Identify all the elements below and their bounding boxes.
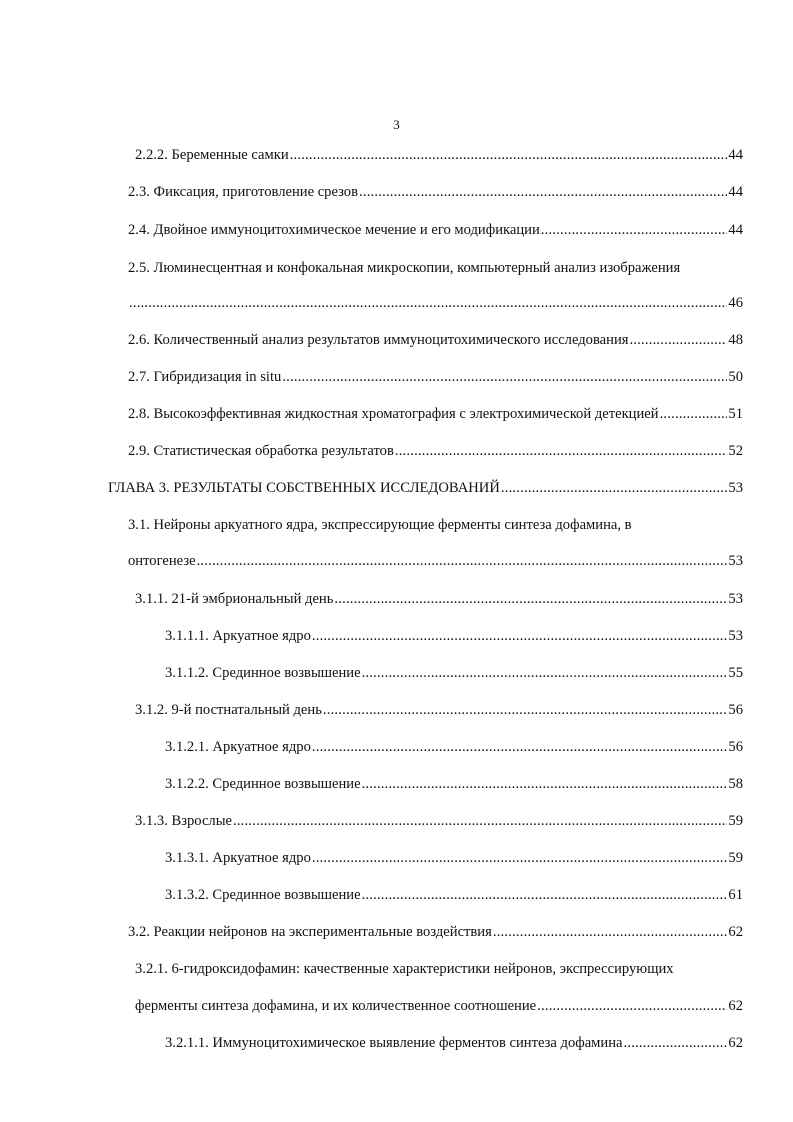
toc-entry-page: 52 <box>728 443 743 459</box>
toc-entry-page: 59 <box>728 850 743 866</box>
toc-entry-page: 44 <box>728 184 743 200</box>
toc-entry-label: 3.1.2.2. Срединное возвышение <box>165 776 361 792</box>
toc-entry-page: 61 <box>728 887 743 903</box>
toc-leader-dots <box>282 365 727 389</box>
toc-entry-page: 62 <box>728 1035 743 1051</box>
toc-entry-page: 44 <box>728 222 743 238</box>
toc-entry-page: 53 <box>728 628 743 644</box>
toc-entry-label: ферменты синтеза дофамина, и их количественное соотношение <box>135 998 537 1014</box>
toc-entry[interactable] <box>135 143 743 167</box>
toc-entry-label[interactable]: 2.5. Люминесцентная и конфокальная микроскопии, компьютерный анализ изображения <box>128 260 681 276</box>
toc-entry[interactable] <box>165 772 743 796</box>
toc-entry[interactable] <box>128 920 743 944</box>
toc-entry[interactable] <box>165 624 743 648</box>
toc-entry-label: 3.1.1. 21-й эмбриональный день <box>135 591 334 607</box>
toc-entry-page: 53 <box>728 591 743 607</box>
toc-entry-page: 53 <box>728 480 743 496</box>
toc-entry-label: 2.8. Высокоэффективная жидкостная хроматография с электрохимической детекцией <box>128 406 659 422</box>
toc-entry[interactable] <box>128 402 743 426</box>
toc-entry-page: 44 <box>728 147 743 163</box>
toc-leader-dots <box>312 846 728 870</box>
toc-leader-dots <box>290 143 728 167</box>
toc-entry-label: 3.1.3.1. Аркуатное ядро <box>165 850 311 866</box>
toc-leader-dots <box>129 291 727 315</box>
toc-leader-dots <box>395 439 728 463</box>
toc-entry-page: 46 <box>728 295 743 311</box>
toc-entry-label: 3.1.3. Взрослые <box>135 813 232 829</box>
toc-entry[interactable] <box>135 994 743 1018</box>
toc-entry[interactable] <box>128 218 743 242</box>
toc-entry[interactable] <box>165 883 743 907</box>
toc-entry-page: 53 <box>728 553 743 569</box>
toc-leader-dots <box>624 1031 728 1055</box>
toc-entry-page: 51 <box>728 406 743 422</box>
toc-entry-label[interactable]: 3.2.1. 6-гидроксидофамин: качественные характеристики нейронов, экспрессирующих <box>135 961 674 977</box>
toc-entry-label: 3.2. Реакции нейронов на экспериментальные воздействия <box>128 924 492 940</box>
toc-leader-dots <box>334 587 727 611</box>
toc-entry[interactable] <box>135 809 743 833</box>
toc-entry-label: 2.7. Гибридизация in situ <box>128 369 282 385</box>
toc-chapter-label: ГЛАВА 3. РЕЗУЛЬТАТЫ СОБСТВЕННЫХ ИССЛЕДОВАНИЙ <box>108 480 500 496</box>
toc-leader-dots <box>501 476 728 500</box>
toc-entry-label: 2.6. Количественный анализ результатов иммуноцитохимического исследования <box>128 332 629 348</box>
toc-entry-label: 2.2.2. Беременные самки <box>135 147 289 163</box>
toc-entry-label: 3.1.1.1. Аркуатное ядро <box>165 628 311 644</box>
toc-entry-label: онтогенезе <box>128 553 196 569</box>
toc-entry-page: 59 <box>728 813 743 829</box>
toc-entry-page: 50 <box>728 369 743 385</box>
toc-leader-dots <box>537 994 727 1018</box>
toc-entry[interactable] <box>108 476 743 500</box>
toc-entry-label: 2.9. Статистическая обработка результатов <box>128 443 394 459</box>
toc-entry[interactable] <box>128 439 743 463</box>
toc-leader-dots <box>312 735 728 759</box>
toc-entry[interactable] <box>128 365 743 389</box>
toc-entry[interactable] <box>135 698 743 722</box>
toc-leader-dots <box>660 402 728 426</box>
toc-leader-dots <box>362 883 728 907</box>
toc-entry[interactable] <box>135 587 743 611</box>
toc-entry[interactable] <box>128 549 743 573</box>
toc-entry[interactable] <box>165 661 743 685</box>
toc-entry[interactable] <box>165 846 743 870</box>
toc-entry-page: 58 <box>728 776 743 792</box>
toc-entry[interactable] <box>128 328 743 352</box>
toc-entry[interactable] <box>128 180 743 204</box>
toc-entry-page: 62 <box>728 998 743 1014</box>
toc-entry-label: 3.1.2.1. Аркуатное ядро <box>165 739 311 755</box>
toc-leader-dots <box>312 624 728 648</box>
toc-entry-page: 56 <box>728 702 743 718</box>
toc-leader-dots <box>541 218 728 242</box>
toc-entry-label[interactable]: 3.1. Нейроны аркуатного ядра, экспрессирующие ферменты синтеза дофамина, в <box>128 517 632 533</box>
toc-entry-label: 3.1.3.2. Срединное возвышение <box>165 887 361 903</box>
toc-leader-dots <box>362 661 728 685</box>
toc-entry-page: 62 <box>728 924 743 940</box>
toc-entry-page: 56 <box>728 739 743 755</box>
toc-entry[interactable] <box>165 1031 743 1055</box>
toc-leader-dots <box>233 809 727 833</box>
toc-leader-dots <box>323 698 728 722</box>
toc-leader-dots <box>493 920 728 944</box>
toc-entry[interactable] <box>128 291 743 315</box>
toc-entry-label: 2.4. Двойное иммуноцитохимическое мечение и его модификации <box>128 222 540 238</box>
toc-entry-label: 3.1.1.2. Срединное возвышение <box>165 665 361 681</box>
toc-entry-label: 3.2.1.1. Иммуноцитохимическое выявление ферментов синтеза дофамина <box>165 1035 623 1051</box>
toc-leader-dots <box>629 328 727 352</box>
toc-leader-dots <box>362 772 728 796</box>
toc-entry[interactable] <box>165 735 743 759</box>
page-number: 3 <box>393 117 400 132</box>
toc-entry-label: 2.3. Фиксация, приготовление срезов <box>128 184 358 200</box>
toc-entry-page: 55 <box>728 665 743 681</box>
toc-leader-dots <box>359 180 727 204</box>
toc-entry-label: 3.1.2. 9-й постнатальный день <box>135 702 322 718</box>
toc-entry-page: 48 <box>728 332 743 348</box>
toc-leader-dots <box>197 549 728 573</box>
